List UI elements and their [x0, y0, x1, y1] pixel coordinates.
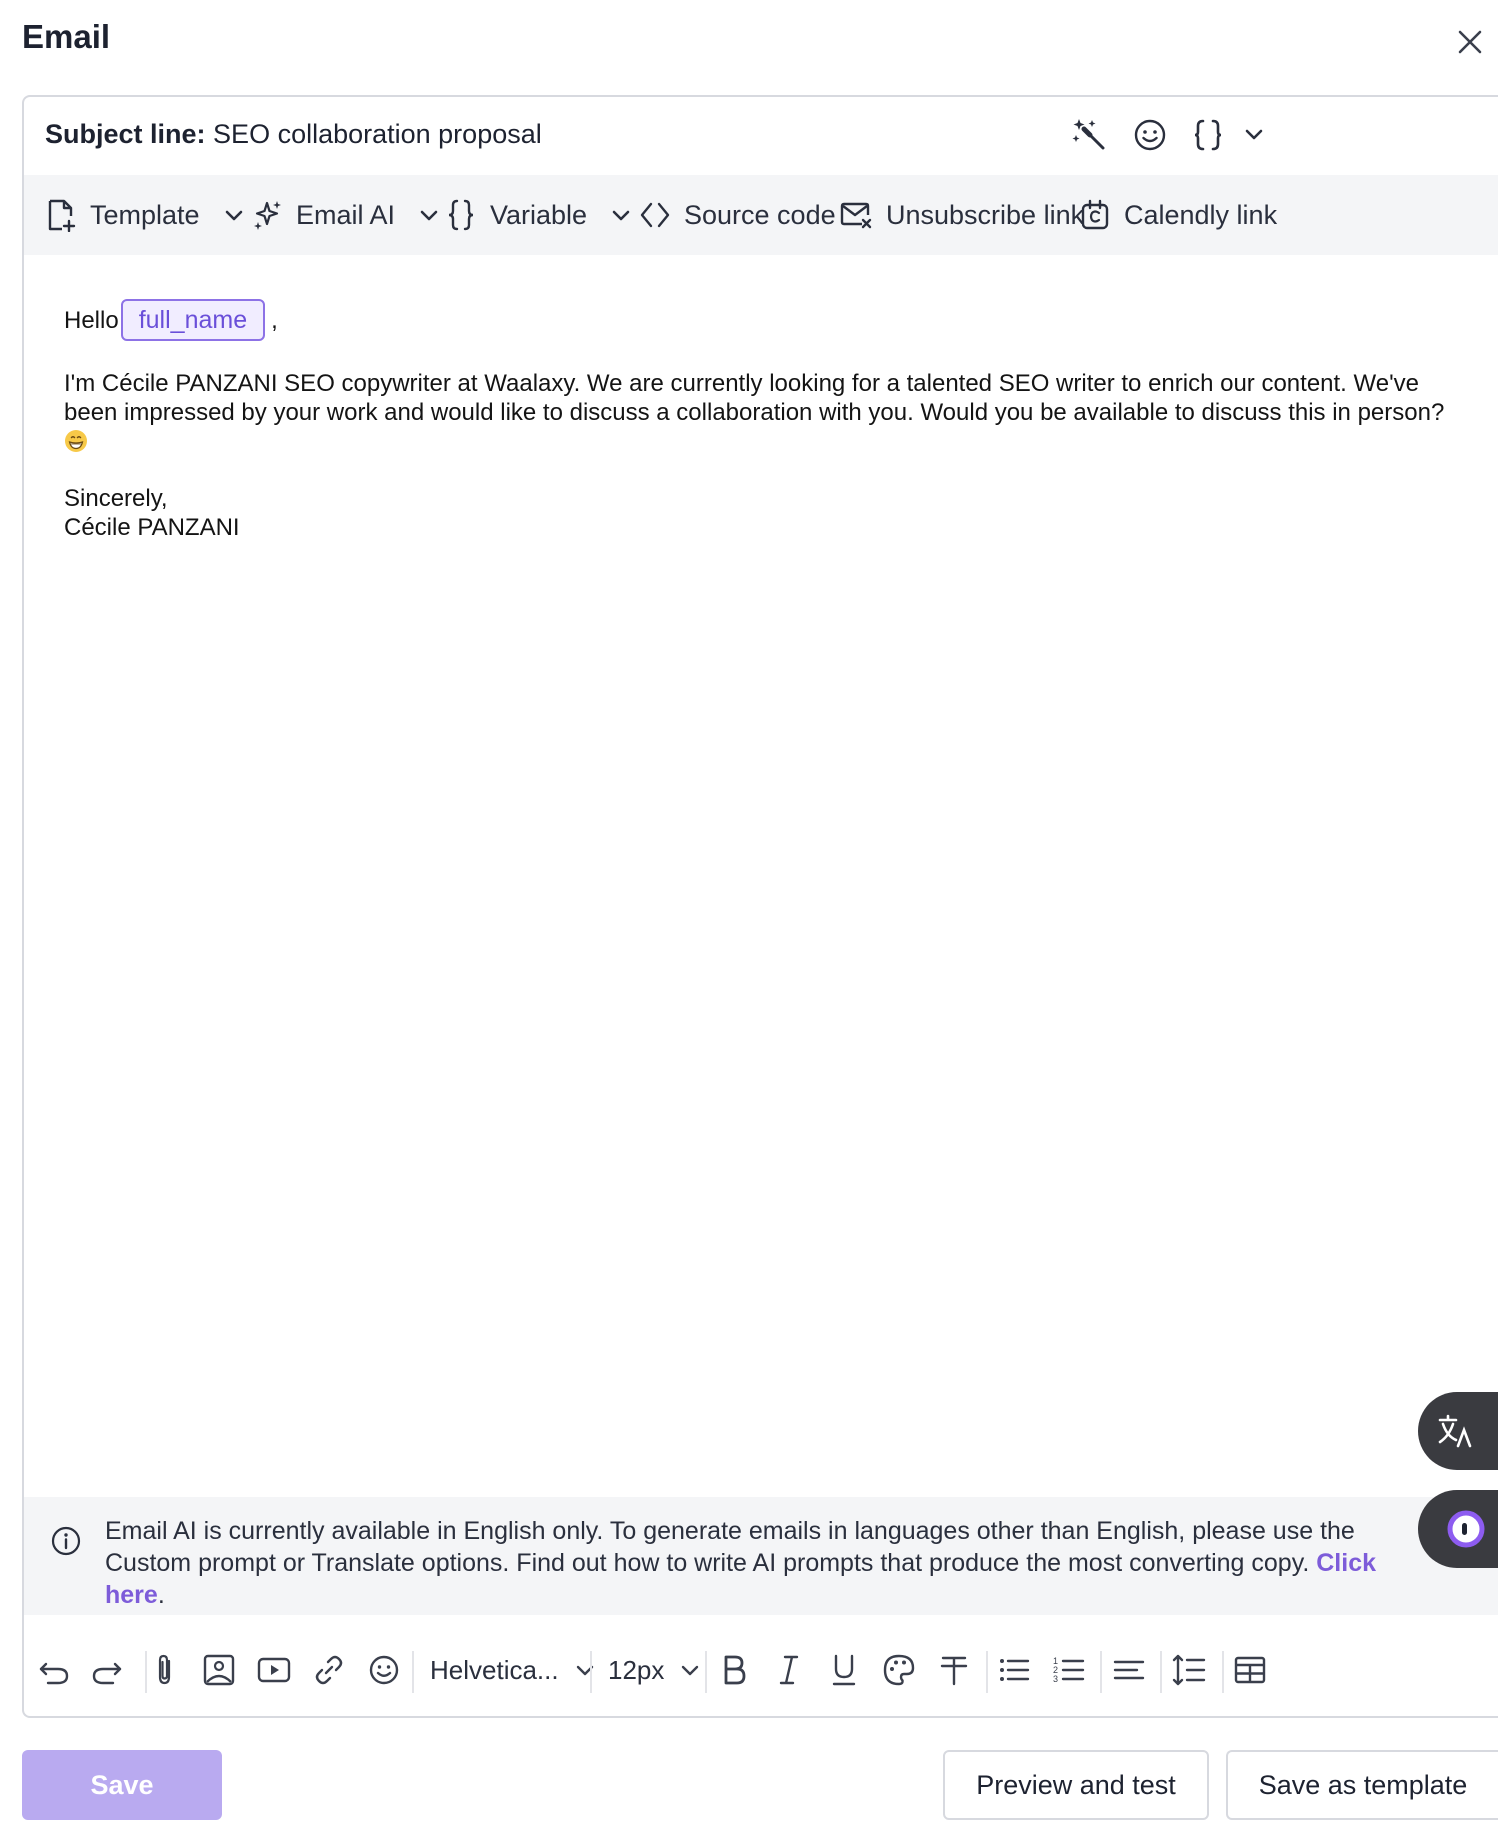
preview-and-test-button[interactable]: Preview and test: [943, 1750, 1209, 1820]
info-banner-text: [105, 1515, 1435, 1611]
table-button[interactable]: [1230, 1650, 1270, 1690]
toolbar-divider: [1160, 1651, 1162, 1693]
email-editor: [22, 95, 1498, 1718]
svg-text:2: 2: [1053, 1665, 1059, 1675]
clear-format-button[interactable]: [934, 1650, 974, 1690]
close-button[interactable]: [1454, 26, 1486, 58]
greeting-line: [64, 297, 1464, 343]
closing: Sincerely,: [64, 485, 168, 512]
link-button[interactable]: [309, 1650, 349, 1690]
info-message: Email AI is currently available in English only. To generate emails in languages other than English, please use the Custom prompt or Translate options. Find out how to write AI prompts that produce the most converting copy.: [105, 1517, 1355, 1577]
format-toolbar: [24, 1627, 1498, 1717]
paragraph-text: I'm Cécile PANZANI SEO copywriter at Waalaxy. We are currently looking for a talented SEO writer to enrich our content. We've been impressed by your work and would like to discuss a collaboration with you. Would you be available to discuss this in person?: [64, 370, 1445, 426]
braces-icon: [446, 198, 476, 232]
font-size-value: 12px: [608, 1654, 665, 1685]
save-button[interactable]: Save: [22, 1750, 222, 1820]
editor-toolbar: [24, 175, 1498, 255]
calendly-label: Calendly link: [1124, 199, 1278, 230]
undo-button[interactable]: [34, 1650, 74, 1690]
grinning-emoji-icon: [64, 429, 88, 453]
bold-button[interactable]: [714, 1650, 754, 1690]
toolbar-divider: [1222, 1651, 1224, 1693]
bullet-list-icon: [994, 1650, 1034, 1690]
align-left-icon: [1109, 1650, 1149, 1690]
underline-icon: [824, 1650, 864, 1690]
font-size-select[interactable]: [608, 1650, 702, 1690]
subject-field[interactable]: [45, 119, 542, 150]
paperclip-icon: [145, 1650, 185, 1690]
bold-icon: [714, 1650, 754, 1690]
email-ai-info-banner: [24, 1497, 1498, 1615]
table-icon: [1230, 1650, 1270, 1690]
text-color-button[interactable]: [879, 1650, 919, 1690]
image-icon: [199, 1650, 239, 1690]
line-height-button[interactable]: [1169, 1650, 1209, 1690]
email-ai-dropdown[interactable]: [252, 175, 441, 255]
chat-assistant-widget[interactable]: [1418, 1490, 1498, 1568]
toolbar-divider: [705, 1651, 707, 1693]
translate-icon: [1434, 1392, 1494, 1470]
redo-button[interactable]: [87, 1650, 127, 1690]
assistant-avatar-icon: [1434, 1490, 1494, 1568]
chevron-down-icon: [678, 1658, 702, 1682]
font-family-value: Helvetica...: [430, 1654, 559, 1685]
document-plus-icon: [46, 198, 76, 232]
email-ai-label: Email AI: [296, 199, 396, 230]
variable-dropdown[interactable]: [446, 175, 633, 255]
align-button[interactable]: [1109, 1650, 1149, 1690]
svg-text:1: 1: [1053, 1656, 1059, 1666]
template-dropdown[interactable]: [46, 175, 246, 255]
mail-x-icon: [840, 200, 872, 230]
clear-format-icon: [934, 1650, 974, 1690]
chevron-down-icon: [222, 203, 246, 227]
magic-wand-button[interactable]: [1070, 115, 1110, 155]
bullet-list-button[interactable]: [994, 1650, 1034, 1690]
greeting-text: Hello: [64, 306, 119, 334]
chevron-down-icon: [1242, 115, 1266, 155]
chevron-down-icon: [609, 203, 633, 227]
variable-label: Variable: [490, 199, 588, 230]
emoji-insert-button[interactable]: [364, 1650, 404, 1690]
signature: Cécile PANZANI: [64, 514, 240, 541]
toolbar-divider: [412, 1651, 414, 1693]
unsubscribe-link-button[interactable]: [840, 175, 1084, 255]
source-code-button[interactable]: [640, 175, 836, 255]
body-paragraph: [64, 369, 1464, 456]
video-button[interactable]: [254, 1650, 294, 1690]
smiley-icon: [1130, 115, 1170, 155]
video-play-icon: [254, 1650, 294, 1690]
email-body-editor[interactable]: [64, 297, 1464, 542]
dialog-title: Email: [22, 18, 111, 55]
toolbar-divider: [986, 1651, 988, 1693]
template-label: Template: [90, 199, 200, 230]
save-as-template-button[interactable]: Save as template: [1226, 1750, 1498, 1820]
numbered-list-icon: [1049, 1650, 1089, 1690]
numbered-list-button[interactable]: [1049, 1650, 1089, 1690]
braces-icon: [1188, 115, 1228, 155]
translate-widget[interactable]: [1418, 1392, 1498, 1470]
link-icon: [309, 1650, 349, 1690]
variable-chip[interactable]: full_name: [121, 299, 265, 341]
italic-button[interactable]: [769, 1650, 809, 1690]
chevron-down-icon: [573, 1658, 597, 1682]
font-family-select[interactable]: [430, 1650, 597, 1690]
calendar-icon: [1080, 199, 1110, 231]
underline-button[interactable]: [824, 1650, 864, 1690]
svg-text:3: 3: [1053, 1674, 1059, 1684]
subject-variable-dropdown[interactable]: [1188, 115, 1268, 155]
line-height-icon: [1169, 1650, 1209, 1690]
subject-label: Subject line:: [45, 119, 206, 149]
info-icon: [50, 1525, 82, 1557]
subject-value: SEO collaboration proposal: [213, 119, 542, 149]
close-icon: [1454, 26, 1486, 58]
calendly-link-button[interactable]: [1080, 175, 1277, 255]
click-here-link[interactable]: Click here: [105, 1549, 1377, 1609]
palette-icon: [879, 1650, 919, 1690]
redo-icon: [87, 1650, 127, 1690]
unsubscribe-label: Unsubscribe link: [886, 199, 1085, 230]
subject-row: [24, 97, 1498, 175]
attach-button[interactable]: [145, 1650, 185, 1690]
italic-icon: [769, 1650, 809, 1690]
source-code-label: Source code: [684, 199, 836, 230]
image-button[interactable]: [199, 1650, 239, 1690]
code-icon: [640, 200, 670, 230]
info-suffix: .: [157, 1581, 165, 1609]
sparkles-icon: [252, 199, 282, 231]
greeting-comma: ,: [271, 306, 278, 334]
smiley-icon: [364, 1650, 404, 1690]
toolbar-divider: [590, 1651, 592, 1693]
toolbar-divider: [1100, 1651, 1102, 1693]
undo-icon: [34, 1650, 74, 1690]
emoji-button[interactable]: [1130, 115, 1170, 155]
chevron-down-icon: [417, 203, 441, 227]
magic-wand-icon: [1070, 115, 1110, 155]
